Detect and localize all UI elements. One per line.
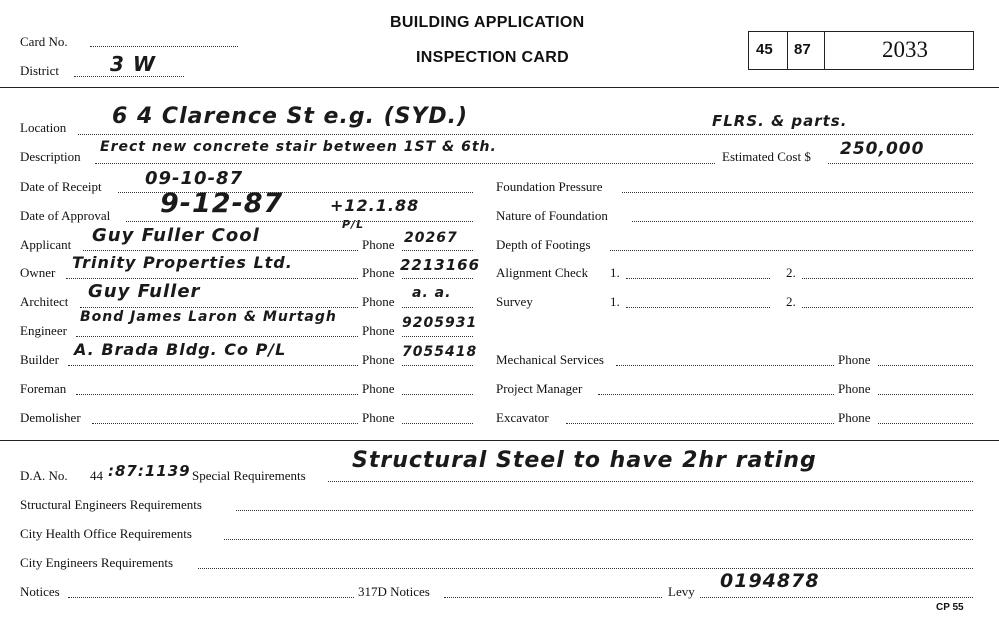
card-no-label: Card No. bbox=[20, 34, 68, 49]
applicant-label: Applicant bbox=[20, 237, 72, 252]
applicant-value: Guy Fuller Cool bbox=[92, 225, 260, 246]
architect-phone-field bbox=[402, 307, 473, 308]
card-box-3-value: 2033 bbox=[882, 37, 928, 62]
location-field bbox=[78, 134, 973, 135]
footer-code: CP 55 bbox=[936, 602, 964, 613]
foreman-field bbox=[76, 394, 358, 395]
depth-footings-label: Depth of Footings bbox=[496, 237, 591, 252]
levy-field bbox=[700, 597, 973, 598]
mechanical-phone-label: Phone bbox=[838, 352, 871, 367]
notices-field bbox=[68, 597, 354, 598]
special-requirements-value: Structural Steel to have 2hr rating bbox=[352, 448, 817, 473]
survey-2-label: 2. bbox=[786, 294, 796, 309]
levy-value: 0194878 bbox=[720, 570, 820, 592]
location-label: Location bbox=[20, 120, 67, 135]
estimated-cost-label: Estimated Cost $ bbox=[722, 149, 811, 164]
structural-engineers-field bbox=[236, 510, 973, 511]
date-receipt-label: Date of Receipt bbox=[20, 179, 102, 194]
applicant-phone-value: 20267 bbox=[404, 230, 458, 246]
date-approval-note: P/L bbox=[342, 218, 365, 231]
project-manager-label: Project Manager bbox=[496, 381, 583, 396]
demolisher-phone-label: Phone bbox=[362, 410, 395, 425]
alignment-check-2-field bbox=[802, 278, 973, 279]
architect-label: Architect bbox=[20, 294, 69, 309]
engineer-phone-field bbox=[402, 336, 473, 337]
engineer-field bbox=[76, 336, 358, 337]
special-requirements-field bbox=[328, 481, 973, 482]
depth-footings-field bbox=[610, 250, 973, 251]
structural-engineers-label: Structural Engineers Requirements bbox=[20, 497, 202, 512]
nature-foundation-label: Nature of Foundation bbox=[496, 208, 608, 223]
nature-foundation-field bbox=[632, 221, 973, 222]
applicant-phone-label: Phone bbox=[362, 237, 395, 252]
engineer-phone-label: Phone bbox=[362, 323, 395, 338]
date-approval-extra: +12.1.88 bbox=[330, 196, 420, 215]
date-approval-value: 9-12-87 bbox=[160, 188, 284, 219]
date-approval-field bbox=[126, 221, 473, 222]
survey-1-field bbox=[626, 307, 770, 308]
architect-value: Guy Fuller bbox=[88, 281, 201, 302]
foundation-pressure-label: Foundation Pressure bbox=[496, 179, 603, 194]
header-divider bbox=[0, 87, 999, 88]
city-engineers-field bbox=[198, 568, 973, 569]
date-approval-label: Date of Approval bbox=[20, 208, 111, 223]
owner-phone-value: 2213166 bbox=[400, 256, 481, 274]
builder-phone-label: Phone bbox=[362, 352, 395, 367]
excavator-phone-label: Phone bbox=[838, 410, 871, 425]
description-value: Erect new concrete stair between 1ST & 6th. bbox=[100, 139, 497, 155]
applicant-phone-field bbox=[402, 250, 473, 251]
engineer-phone-value: 9205931 bbox=[402, 315, 478, 331]
notices-label: Notices bbox=[20, 584, 60, 599]
owner-label: Owner bbox=[20, 265, 56, 280]
demolisher-field bbox=[92, 423, 358, 424]
card-box-1 bbox=[748, 31, 788, 70]
owner-phone-label: Phone bbox=[362, 265, 395, 280]
builder-phone-value: 7055418 bbox=[402, 344, 478, 360]
owner-field bbox=[66, 278, 358, 279]
alignment-check-1-label: 1. bbox=[610, 265, 620, 280]
builder-phone-field bbox=[402, 365, 473, 366]
card-box-1-value: 45 bbox=[756, 41, 773, 58]
mechanical-phone-field bbox=[878, 365, 973, 366]
excavator-phone-field bbox=[878, 423, 973, 424]
description-label: Description bbox=[20, 149, 81, 164]
estimated-cost-value: 250,000 bbox=[840, 139, 925, 159]
district-value: 3 W bbox=[110, 52, 156, 76]
date-receipt-value: 09-10-87 bbox=[145, 168, 244, 189]
excavator-label: Excavator bbox=[496, 410, 549, 425]
architect-phone-label: Phone bbox=[362, 294, 395, 309]
alignment-check-1-field bbox=[626, 278, 770, 279]
da-no-label: D.A. No. bbox=[20, 468, 68, 483]
city-health-field bbox=[224, 539, 973, 540]
survey-1-label: 1. bbox=[610, 294, 620, 309]
title-inspection-card: INSPECTION CARD bbox=[416, 49, 569, 66]
foundation-pressure-field bbox=[622, 192, 973, 193]
alignment-check-2-label: 2. bbox=[786, 265, 796, 280]
city-health-label: City Health Office Requirements bbox=[20, 526, 192, 541]
card-box-2 bbox=[786, 31, 825, 70]
builder-value: A. Brada Bldg. Co P/L bbox=[74, 340, 287, 359]
demolisher-label: Demolisher bbox=[20, 410, 81, 425]
notices-317d-field bbox=[444, 597, 662, 598]
engineer-label: Engineer bbox=[20, 323, 67, 338]
architect-phone-value: a. a. bbox=[412, 285, 452, 301]
location-value: 6 4 Clarence St e.g. (SYD.) bbox=[112, 104, 469, 129]
foreman-phone-field bbox=[402, 394, 473, 395]
special-requirements-label: Special Requirements bbox=[192, 468, 306, 483]
survey-2-field bbox=[802, 307, 973, 308]
owner-value: Trinity Properties Ltd. bbox=[72, 253, 293, 272]
alignment-check-label: Alignment Check bbox=[496, 265, 589, 280]
da-no-handwritten: :87:1139 bbox=[108, 462, 191, 480]
district-label: District bbox=[20, 63, 59, 78]
mechanical-services-label: Mechanical Services bbox=[496, 352, 604, 367]
card-no-field bbox=[90, 46, 238, 47]
builder-field bbox=[68, 365, 358, 366]
estimated-cost-field bbox=[828, 163, 973, 164]
district-field bbox=[74, 76, 184, 77]
builder-label: Builder bbox=[20, 352, 59, 367]
description-field bbox=[95, 163, 715, 164]
applicant-field bbox=[83, 250, 358, 251]
demolisher-phone-field bbox=[402, 423, 473, 424]
project-manager-phone-field bbox=[878, 394, 973, 395]
mechanical-services-field bbox=[616, 365, 834, 366]
foreman-label: Foreman bbox=[20, 381, 67, 396]
da-no-value: 44 bbox=[90, 468, 103, 483]
excavator-field bbox=[566, 423, 834, 424]
project-manager-phone-label: Phone bbox=[838, 381, 871, 396]
section-divider bbox=[0, 440, 999, 441]
survey-label: Survey bbox=[496, 294, 533, 309]
engineer-value: Bond James Laron & Murtagh bbox=[80, 309, 337, 325]
card-box-3 bbox=[824, 31, 974, 70]
notices-317d-label: 317D Notices bbox=[358, 584, 430, 599]
levy-label: Levy bbox=[668, 584, 695, 599]
card-box-2-value: 87 bbox=[794, 41, 811, 58]
city-engineers-label: City Engineers Requirements bbox=[20, 555, 174, 570]
foreman-phone-label: Phone bbox=[362, 381, 395, 396]
owner-phone-field bbox=[402, 278, 473, 279]
title-building-application: BUILDING APPLICATION bbox=[390, 14, 585, 31]
location-extra: FLRS. & parts. bbox=[712, 112, 848, 130]
project-manager-field bbox=[598, 394, 834, 395]
architect-field bbox=[80, 307, 358, 308]
